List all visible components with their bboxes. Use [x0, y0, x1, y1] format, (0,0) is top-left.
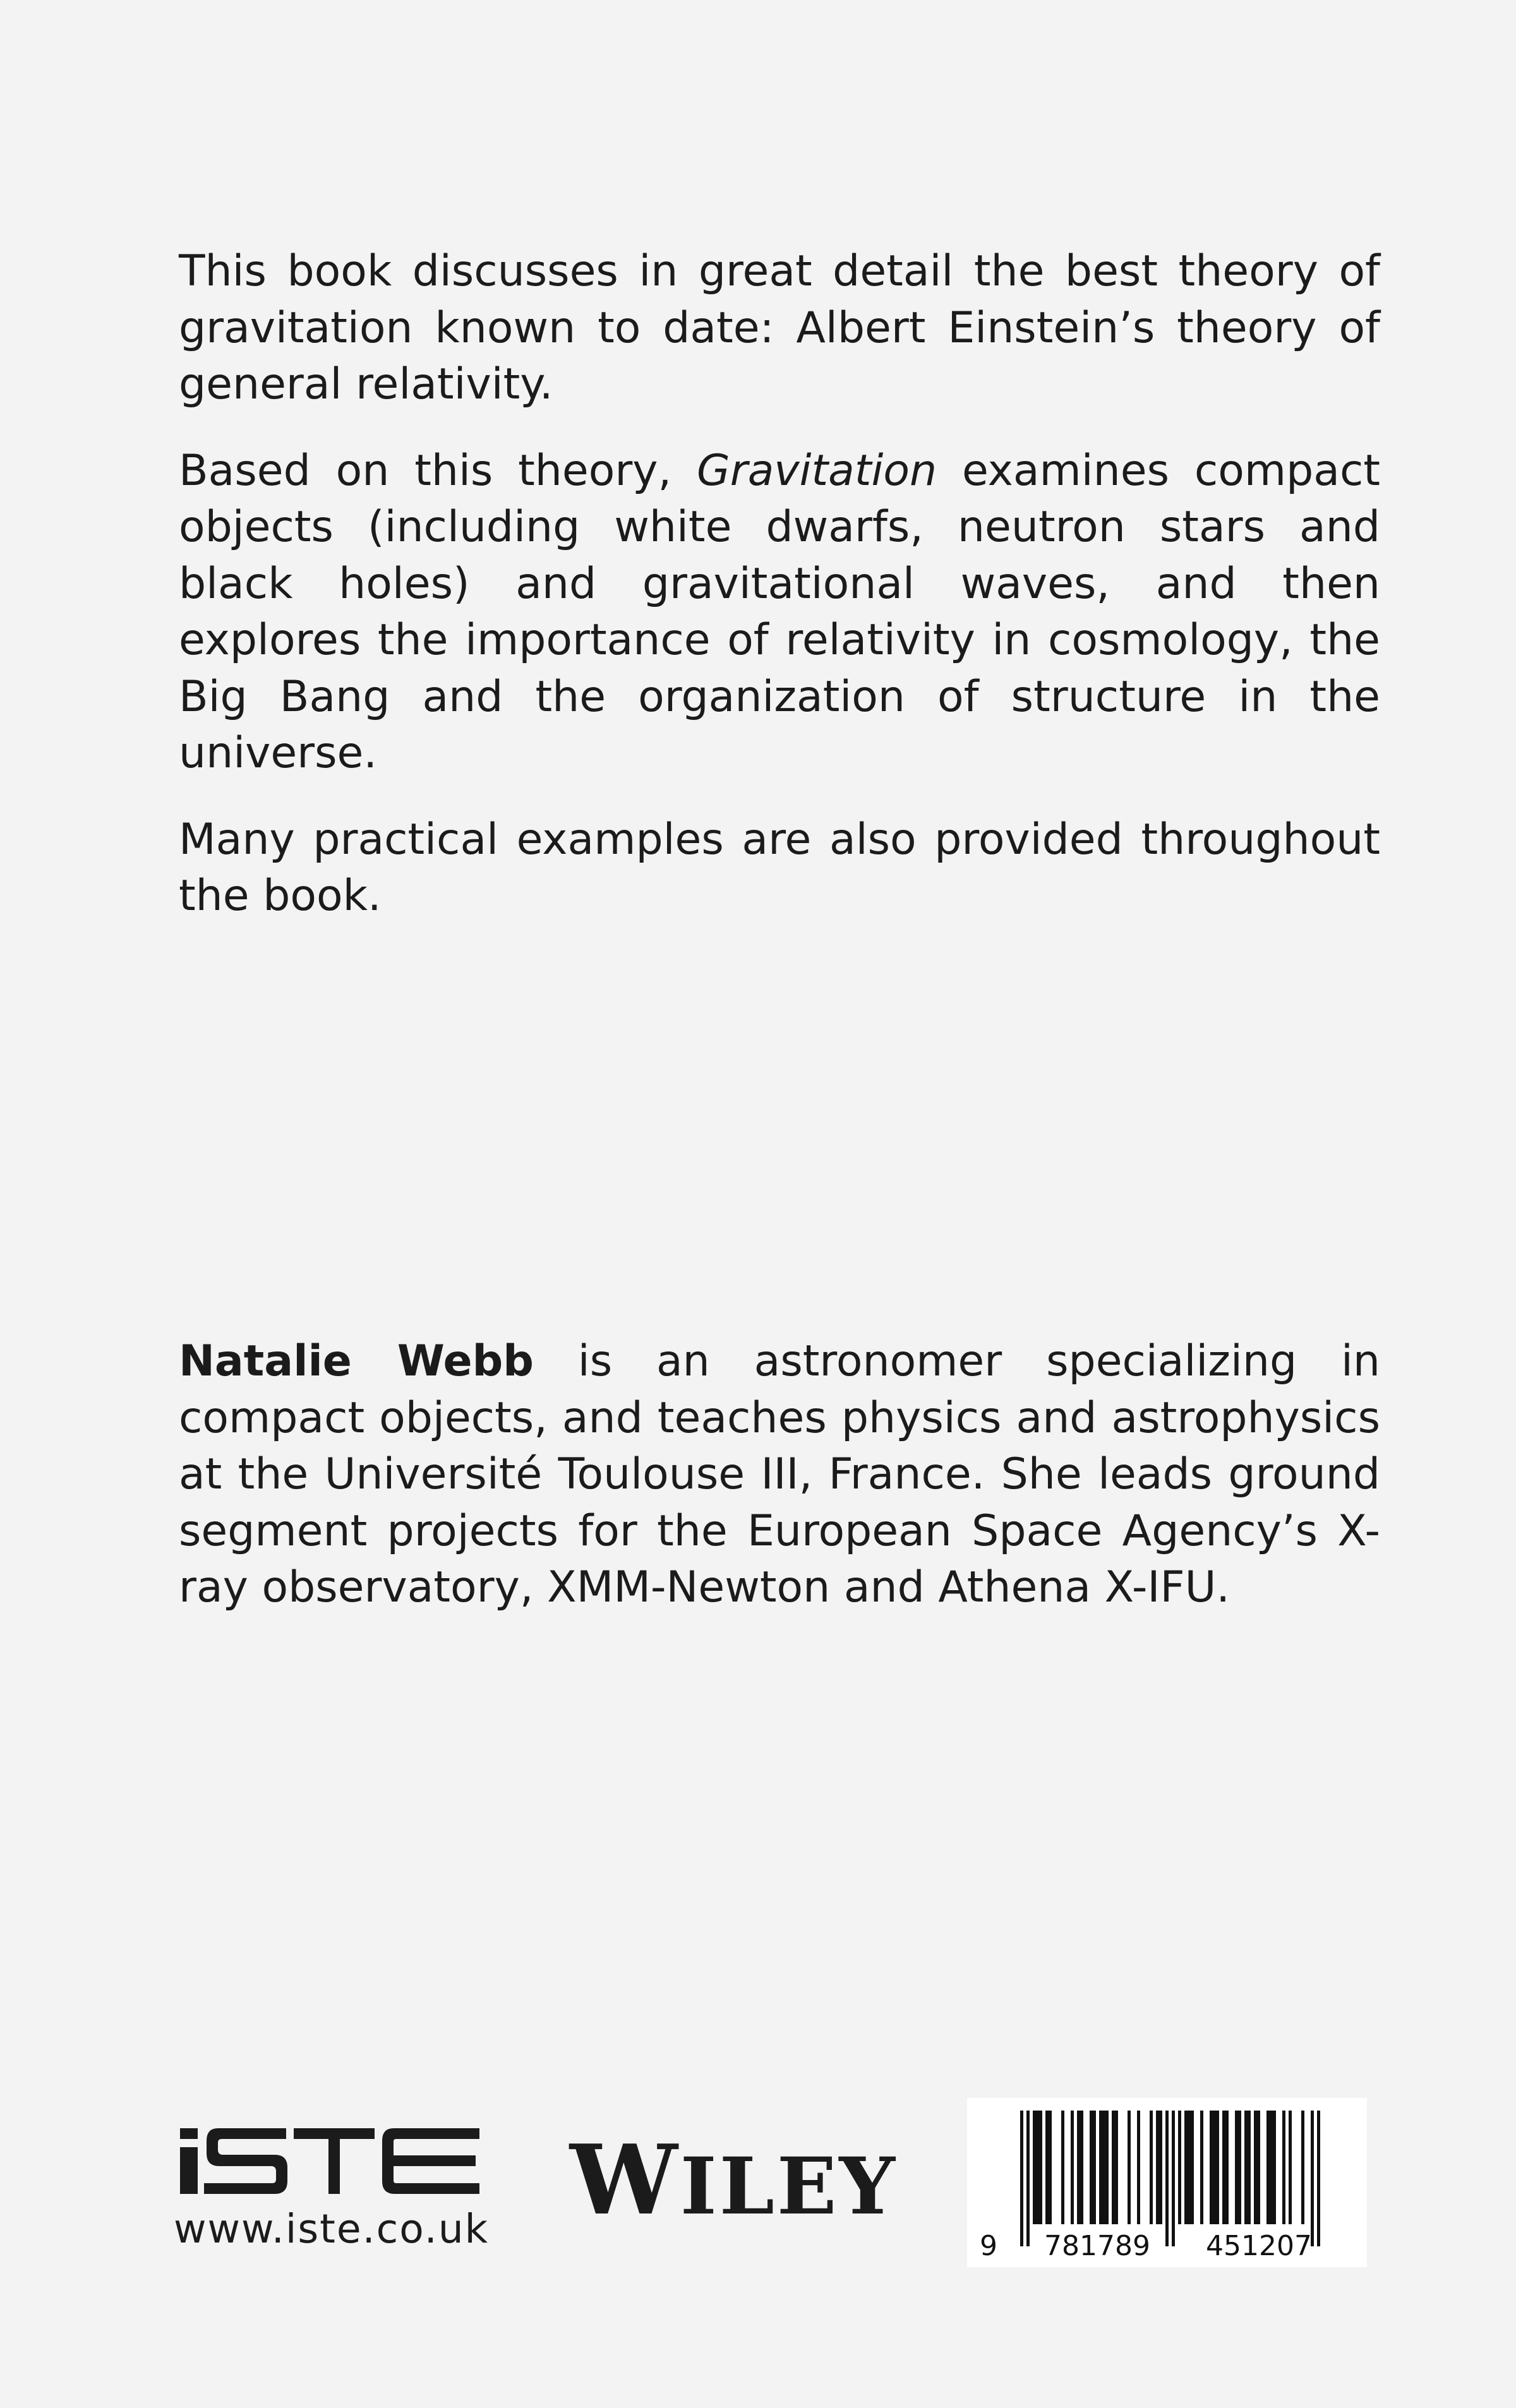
barcode-bar [1191, 2111, 1194, 2224]
wiley-logo [570, 2123, 898, 2244]
iste-website-url: www.iste.co.uk [174, 2206, 490, 2252]
barcode-bar [1317, 2111, 1320, 2246]
barcode-bar [1115, 2111, 1118, 2224]
author-bio-text: is an astronomer specializing in compact objects, and teaches physics and astrophysics at the Université Toulouse III, France. She leads ground segment projects for the European Space Agency’s X-ray observatory, XMM-Newton and Athena X-IFU. [179, 1336, 1380, 1612]
barcode-bar [1254, 2111, 1257, 2224]
barcode-bar [1301, 2111, 1304, 2224]
barcode-bar [1020, 2111, 1023, 2246]
back-cover-blurb [179, 243, 1380, 954]
barcode-bar [1105, 2111, 1109, 2224]
barcode-bar [1077, 2111, 1080, 2224]
blurb-paragraph-2 [179, 443, 1380, 782]
blurb-paragraph-2-start: Based on this theory, [179, 445, 697, 496]
barcode-bar [1112, 2111, 1115, 2224]
barcode-bar [1080, 2111, 1083, 2224]
barcode-right-group: 451207 [1206, 2230, 1312, 2262]
barcode-bar [1225, 2111, 1229, 2224]
barcode-bar [1289, 2111, 1292, 2224]
barcode-bar [1210, 2111, 1213, 2224]
barcode-bar [1273, 2111, 1276, 2224]
author-bio-paragraph [179, 1333, 1380, 1616]
isbn-barcode [967, 2098, 1367, 2267]
barcode-first-digit: 9 [980, 2230, 997, 2262]
barcode-bar [1270, 2111, 1273, 2224]
barcode-bar [1238, 2111, 1241, 2224]
barcode-bar [1049, 2111, 1052, 2224]
barcode-bar [1033, 2111, 1036, 2224]
iste-logo [179, 2127, 482, 2195]
barcode-bar [1244, 2111, 1248, 2224]
barcode-bar [1128, 2111, 1131, 2224]
barcode-bar [1172, 2111, 1175, 2246]
barcode-bar [1093, 2111, 1096, 2224]
barcode-bar [1099, 2111, 1102, 2224]
barcode-bar [1090, 2111, 1093, 2224]
blurb-paragraph-2-end: examines compact objects (including white dwarfs, neutron stars and black holes) and gravitational waves, and then explores the importance of relativity in cosmology, the Big Bang and the organization of structure in the universe. [179, 445, 1380, 778]
barcode-bar [1150, 2111, 1153, 2224]
barcode-bar [1257, 2111, 1260, 2224]
barcode-left-group: 781789 [1044, 2230, 1150, 2262]
author-bio [179, 1333, 1380, 1646]
wiley-logo-rest: ILEY [680, 2141, 898, 2232]
blurb-paragraph-3: Many practical examples are also provided throughout the book. [179, 814, 1380, 921]
barcode-bar [1061, 2111, 1064, 2224]
barcode-bar [1213, 2111, 1216, 2224]
barcode-bar [1282, 2111, 1285, 2224]
iste-logo-graphic [179, 2127, 482, 2195]
barcode-bar [1102, 2111, 1105, 2224]
barcode-bar [1165, 2111, 1169, 2246]
wiley-logo-initial: W [570, 2123, 680, 2236]
barcode-bar [1036, 2111, 1039, 2224]
barcode-bar [1188, 2111, 1191, 2224]
barcode-bar [1071, 2111, 1074, 2224]
barcode-bar [1222, 2111, 1225, 2224]
barcode-bar [1178, 2111, 1181, 2224]
barcode-bar [1156, 2111, 1159, 2224]
barcode-bar [1039, 2111, 1042, 2224]
barcode-bar [1137, 2111, 1140, 2224]
barcode-bar [1200, 2111, 1203, 2224]
barcode-bar [1235, 2111, 1238, 2224]
barcode-bar [1248, 2111, 1251, 2224]
barcode-bar [1266, 2111, 1270, 2224]
barcode-bar [1184, 2111, 1188, 2224]
barcode-bar [1216, 2111, 1219, 2224]
barcode-bar [1045, 2111, 1049, 2224]
barcode-bar [1311, 2111, 1314, 2246]
barcode-bar [1159, 2111, 1162, 2224]
barcode-bar [1026, 2111, 1030, 2246]
author-name: Natalie Webb [179, 1336, 534, 1386]
book-title: Gravitation [697, 445, 937, 496]
blurb-paragraph-1: This book discusses in great detail the best theory of gravitation known to date: Albert Einstein’s theory of general relativity. [179, 246, 1380, 409]
